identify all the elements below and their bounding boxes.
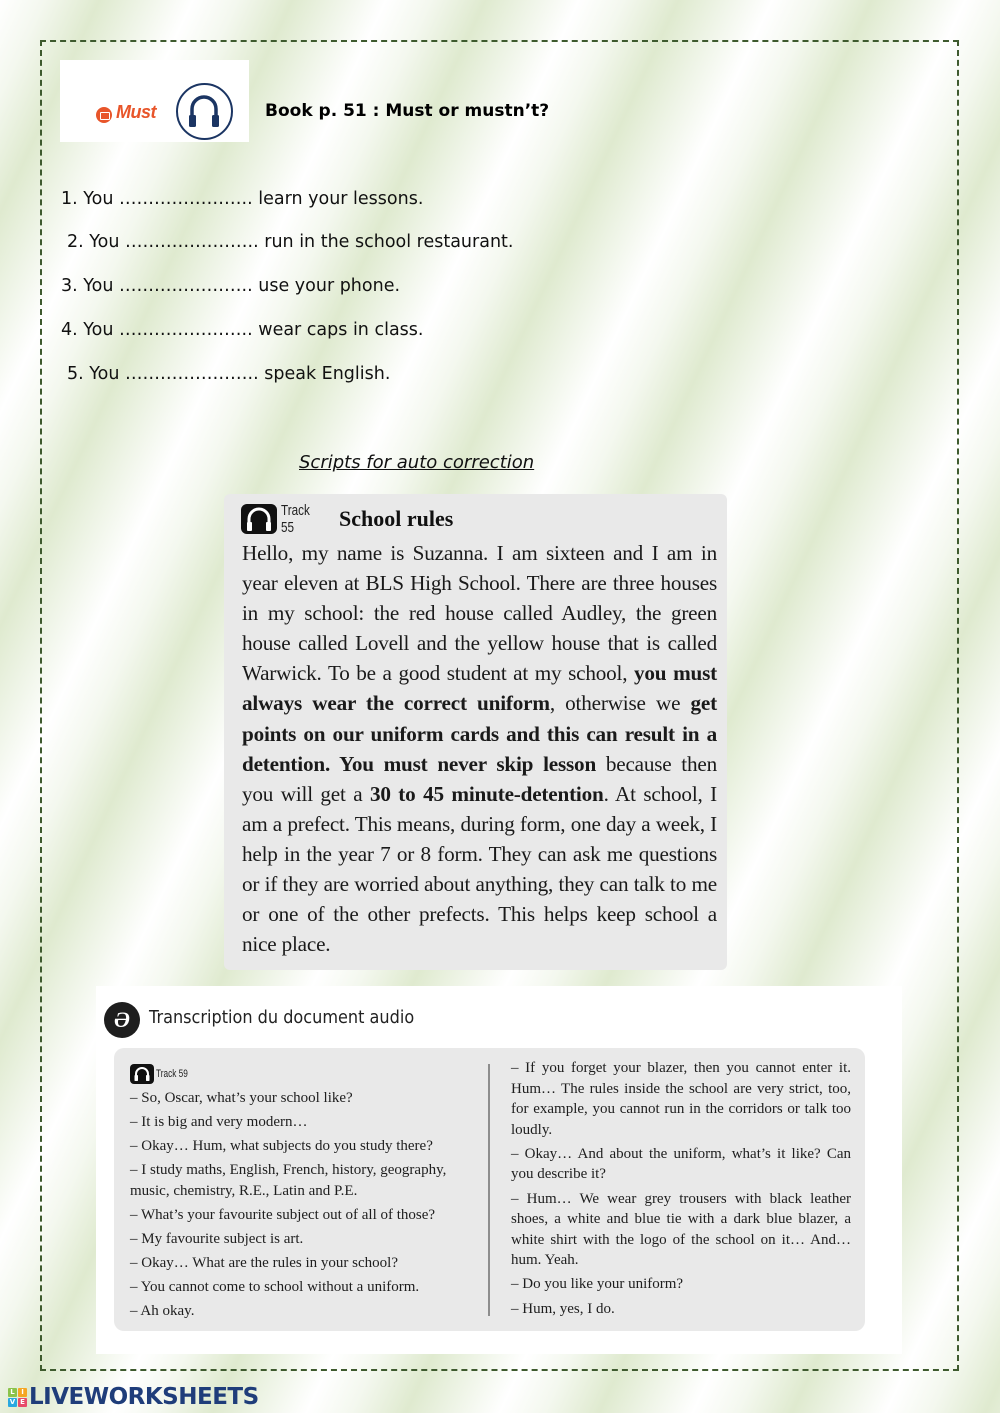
dialogue-line: – Okay… Hum, what subjects do you study there?	[130, 1138, 433, 1155]
scripts-heading: Scripts for auto correction	[299, 452, 535, 473]
script-segment: . At school, I am a prefect. This means, during form, one day a week, I help in the year 7 or 8 form. They can ask me questions or if they are worried about anything, they can talk to me or one of the other prefects. This helps keep school a nice place.	[242, 781, 717, 957]
answer-blank[interactable]: …………………..	[119, 189, 253, 209]
exercise-item	[61, 276, 400, 296]
exercise-item	[61, 320, 423, 340]
exercise-number: 3.	[61, 276, 78, 296]
column-divider	[488, 1064, 490, 1316]
exercise-subject: You	[89, 364, 120, 384]
dialogue-line: – It is big and very modern…	[130, 1114, 308, 1131]
exercise-title: Book p. 51 : Must or mustn’t?	[265, 101, 550, 121]
exercise-rest: wear caps in class.	[258, 320, 424, 340]
tile-v: V	[9, 1397, 16, 1406]
headphones-icon	[130, 1064, 154, 1084]
exercise-subject: You	[83, 276, 114, 296]
transcription-title: Transcription du document audio	[149, 1008, 415, 1028]
dialogue-line: – My favourite subject is art.	[130, 1231, 304, 1248]
headphones-icon	[176, 83, 233, 140]
script-segment: , otherwise we	[549, 691, 691, 716]
dialogue-line: – Hum… We wear grey trousers with black leather shoes, a white and blue tie with a dark blue blazer, a white shirt with the logo of the school on it… And… hum. Yeah.	[511, 1190, 851, 1269]
liveworksheets-logo[interactable]	[8, 1384, 259, 1410]
dialogue-line: – So, Oscar, what’s your school like?	[130, 1090, 353, 1106]
track55-header	[241, 504, 453, 534]
transcription-box	[114, 1048, 865, 1331]
exercise-rest: speak English.	[264, 364, 391, 384]
script-segment: because then you will get a	[242, 751, 717, 806]
dialogue-line: – I study maths, English, French, history, geography, music, chemistry, R.E., Latin and P.E.	[130, 1162, 447, 1199]
track55-script-text	[242, 538, 717, 959]
exercise-item	[67, 364, 390, 384]
dialogue-line: – Hum, yes, I do.	[511, 1300, 615, 1317]
dialogue-line: – Okay… And about the uniform, what’s it like? Can you describe it?	[511, 1145, 851, 1183]
script-segment-bold: 30 to 45 minute-detention	[369, 781, 604, 806]
exercise-subject: You	[89, 232, 120, 252]
exercise-rest: use your phone.	[258, 276, 401, 296]
exercise-item	[61, 189, 423, 209]
transcript-right-column	[511, 1058, 851, 1323]
track-label: Track 55	[281, 502, 310, 536]
script-segment-bold: get points on our uniform cards and this can result in a detention. You must never skip lesson	[242, 691, 717, 776]
exercise-number: 1.	[61, 189, 78, 209]
exercise-subject: You	[83, 320, 114, 340]
headphones-icon	[241, 504, 277, 534]
script-segment: Hello, my name is Suzanna. I am sixteen and I am in year eleven at BLS High School. There are three houses in my school: the red house called Audley, the green house called Lovell and the yellow house that is called Warwick. To be a good student at my school,	[242, 541, 717, 686]
live-tiles-icon	[8, 1388, 27, 1407]
dialogue-line: – Do you like your uniform?	[511, 1276, 684, 1293]
must-label: Must	[116, 102, 156, 122]
dialogue-line: – Ah okay.	[130, 1303, 195, 1320]
brand-name: LIVEWORKSHEETS	[29, 1384, 259, 1410]
exercise-subject: You	[83, 189, 114, 209]
exercise-number: 2.	[67, 232, 84, 252]
dialogue-line: – Okay… What are the rules in your school?	[130, 1255, 398, 1272]
dialogue-line: – What’s your favourite subject out of all of those?	[130, 1206, 436, 1223]
track55-script-box	[224, 494, 727, 970]
tile-i: I	[18, 1388, 27, 1397]
answer-blank[interactable]: …………………..	[119, 276, 253, 296]
transcript-left-column	[130, 1088, 475, 1325]
answer-blank[interactable]: …………………..	[125, 232, 259, 252]
script-segment-bold: you must always wear the correct uniform	[242, 661, 718, 716]
track59-header	[130, 1064, 198, 1084]
book-badge-icon	[96, 107, 112, 123]
exercise-rest: run in the school restaurant.	[264, 232, 514, 252]
exercise-number: 5.	[67, 364, 84, 384]
tile-e: E	[18, 1398, 27, 1407]
tile-l: L	[8, 1388, 17, 1397]
track-label: Track 59	[156, 1068, 188, 1080]
ear-icon: Ə	[104, 1002, 140, 1038]
exercise-number: 4.	[61, 320, 78, 340]
dialogue-line: – If you forget your blazer, then you cannot enter it. Hum… The rules inside the school are very strict, too, for example, you cannot run in the corridors or talk too loudly.	[511, 1060, 851, 1138]
exercise-rest: learn your lessons.	[258, 189, 424, 209]
exercise-item	[67, 232, 513, 252]
answer-blank[interactable]: …………………..	[125, 364, 259, 384]
dialogue-line: – You cannot come to school without a uniform.	[130, 1279, 420, 1296]
answer-blank[interactable]: …………………..	[119, 320, 253, 340]
track-title: School rules	[339, 506, 454, 531]
